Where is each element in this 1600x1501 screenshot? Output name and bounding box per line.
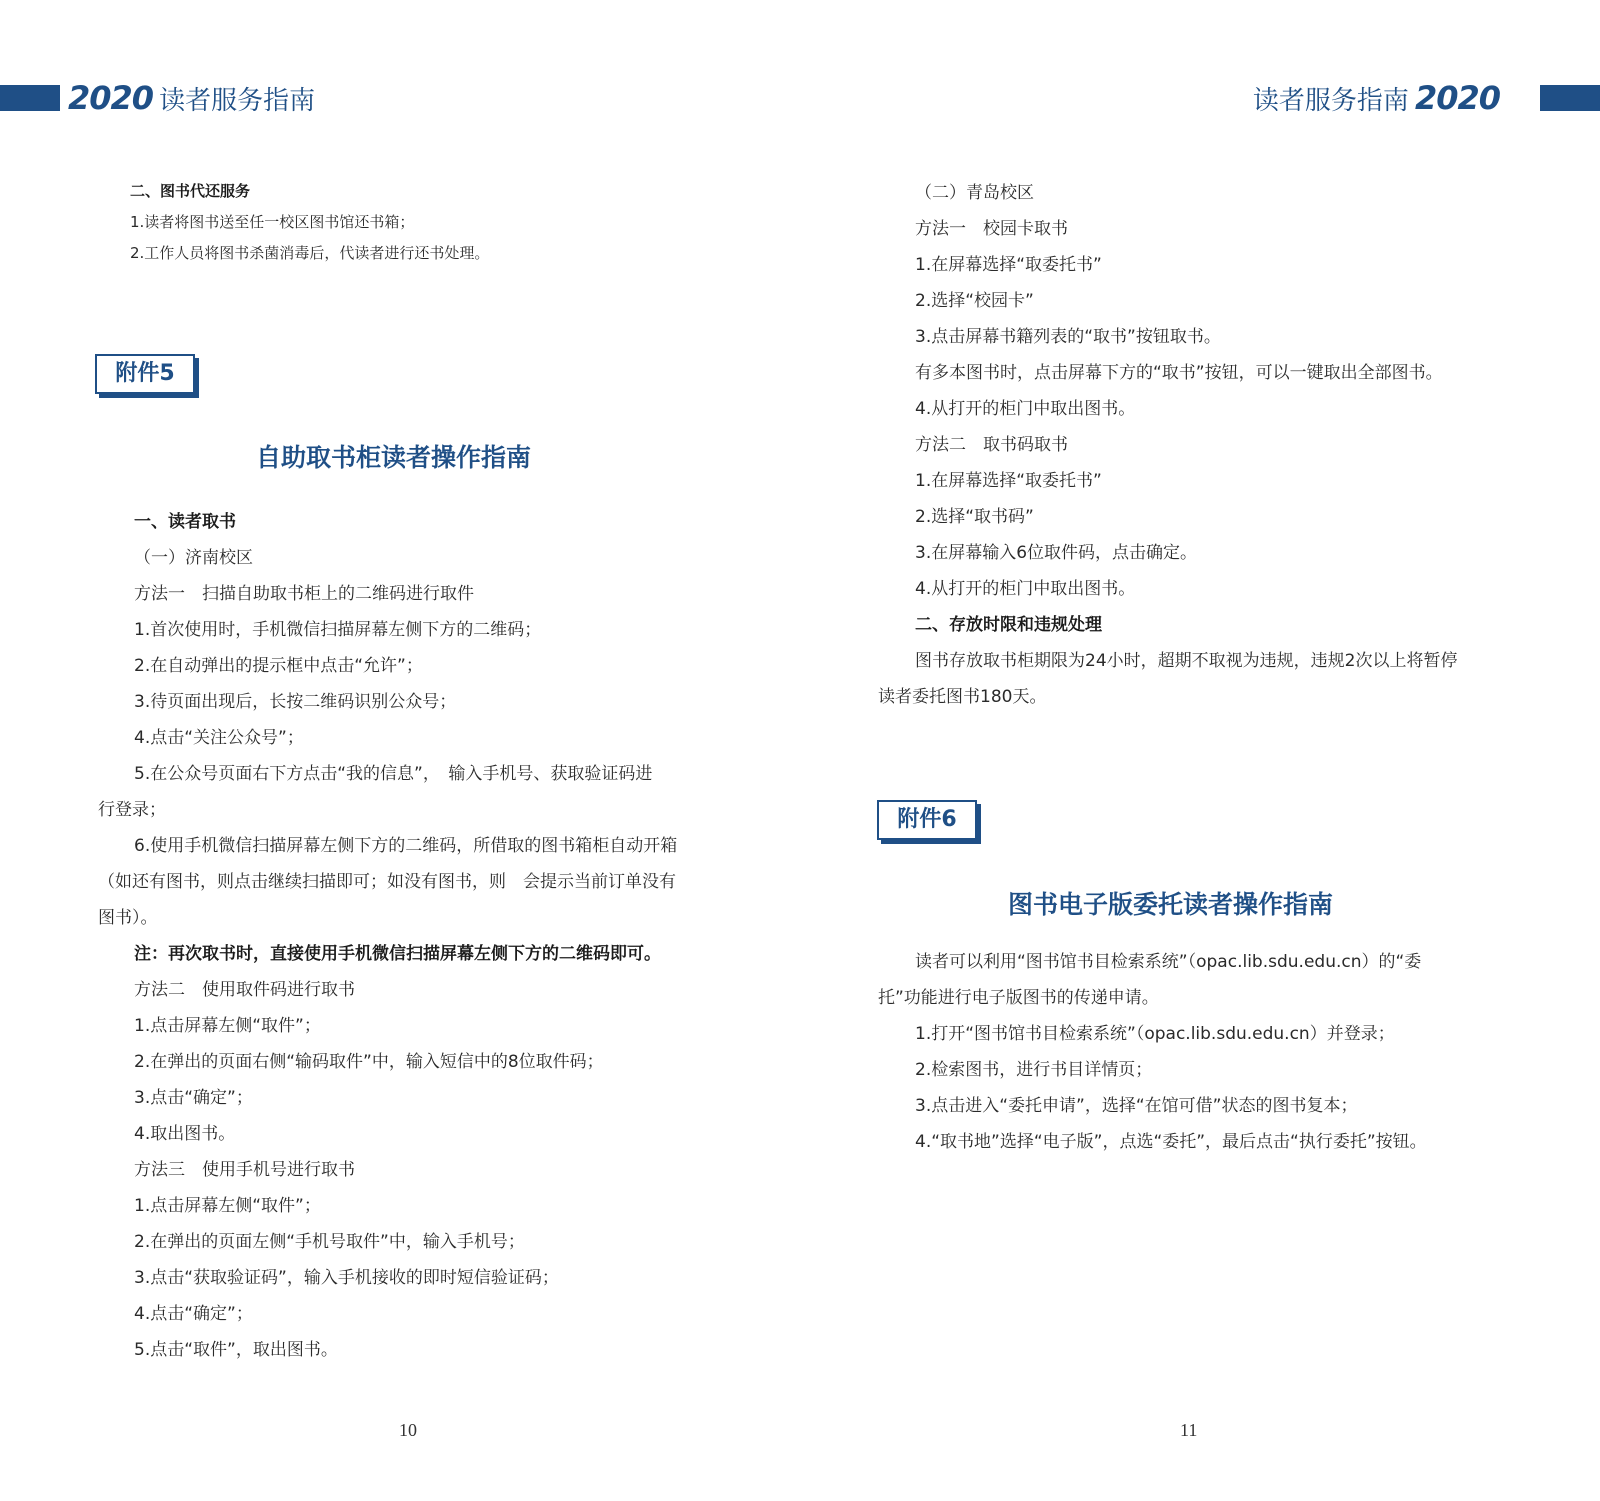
header-year-left: 2020 [68, 79, 154, 117]
subsection-title: （一）济南校区 [134, 548, 253, 568]
text-line: 2.在弹出的页面左侧“手机号取件”中，输入手机号； [134, 1232, 525, 1252]
text-line: 2.在自动弹出的提示框中点击“允许”； [134, 656, 423, 676]
text-line: 2.选择“校园卡” [915, 291, 1034, 311]
text-line: 3.点击屏幕书籍列表的“取书”按钮取书。 [915, 327, 1221, 347]
text-line: 4.从打开的柜门中取出图书。 [915, 399, 1136, 419]
text-line: 1.打开“图书馆书目检索系统”（opac.lib.sdu.edu.cn）并登录； [915, 1024, 1395, 1044]
section-title: 二、存放时限和违规处理 [915, 615, 1102, 635]
text-line: 4.从打开的柜门中取出图书。 [915, 579, 1136, 599]
text-line: 4.“取书地”选择“电子版”，点选“委托”，最后点击“执行委托”按钮。 [915, 1132, 1427, 1152]
appendix-tag: 附件6 [877, 800, 977, 840]
header-bar-right [1540, 85, 1600, 111]
method-title: 方法二 取书码取书 [915, 435, 1068, 455]
text-line: 5.点击“取件”，取出图书。 [134, 1340, 338, 1360]
text-line: 4.点击“确定”； [134, 1304, 253, 1324]
chapter-title: 图书电子版委托读者操作指南 [1008, 890, 1334, 919]
text-line: 1.点击屏幕左侧“取件”； [134, 1016, 321, 1036]
page-number-left: 10 [399, 1420, 417, 1440]
method-title: 方法一 扫描自助取书柜上的二维码进行取件 [134, 584, 474, 604]
method-title: 方法二 使用取件码进行取书 [134, 980, 355, 1000]
text-line: 1.首次使用时，手机微信扫描屏幕左侧下方的二维码； [134, 620, 542, 640]
header-title-left: 读者服务指南 [159, 85, 316, 116]
header-right [1253, 80, 1500, 116]
appendix-tag: 附件5 [95, 354, 195, 394]
text-line: 3.点击“获取验证码”，输入手机接收的即时短信验证码； [134, 1268, 559, 1288]
text-line: 托”功能进行电子版图书的传递申请。 [878, 988, 1159, 1008]
section-title: 二、图书代还服务 [130, 182, 251, 200]
text-line: 2.检索图书，进行书目详情页； [915, 1060, 1153, 1080]
chapter-title: 自助取书柜读者操作指南 [256, 443, 532, 472]
text-line: 2.工作人员将图书杀菌消毒后，代读者进行还书处理。 [130, 244, 490, 262]
header-title-right: 读者服务指南 [1252, 85, 1409, 116]
text-line: 1.点击屏幕左侧“取件”； [134, 1196, 321, 1216]
text-line: 3.点击进入“委托申请”，选择“在馆可借”状态的图书复本； [915, 1096, 1358, 1116]
text-line: 6.使用手机微信扫描屏幕左侧下方的二维码，所借取的图书箱柜自动开箱 [134, 836, 678, 856]
text-line: 3.点击“确定”； [134, 1088, 253, 1108]
text-line: 4.取出图书。 [134, 1124, 236, 1144]
text-line: 5.在公众号页面右下方点击“我的信息”， 输入手机号、获取验证码进 [134, 764, 653, 784]
section-title: 一、读者取书 [134, 512, 236, 532]
text-line: 行登录； [98, 800, 166, 820]
note-line: 注：再次取书时，直接使用手机微信扫描屏幕左侧下方的二维码即可。 [134, 944, 661, 964]
text-line: 有多本图书时，点击屏幕下方的“取书”按钮，可以一键取出全部图书。 [915, 363, 1443, 383]
text-line: 2.选择“取书码” [915, 507, 1034, 527]
text-line: （如还有图书，则点击继续扫描即可；如没有图书，则 会提示当前订单没有 [98, 872, 676, 892]
header-bar-left [0, 85, 60, 111]
text-line: 1.读者将图书送至任一校区图书馆还书箱； [130, 213, 415, 231]
text-line: 2.在弹出的页面右侧“输码取件”中，输入短信中的8位取件码； [134, 1052, 604, 1072]
text-line: 3.待页面出现后，长按二维码识别公众号； [134, 692, 457, 712]
text-line: 读者可以利用“图书馆书目检索系统”（opac.lib.sdu.edu.cn）的“委 [915, 952, 1422, 972]
header-left [68, 80, 315, 116]
header-year-right: 2020 [1414, 79, 1500, 117]
page-number-right: 11 [1180, 1420, 1198, 1440]
text-line: 图书存放取书柜期限为24小时，超期不取视为违规，违规2次以上将暂停 [915, 651, 1458, 671]
text-line: 3.在屏幕输入6位取件码，点击确定。 [915, 543, 1198, 563]
text-line: 读者委托图书180天。 [878, 687, 1047, 707]
method-title: 方法一 校园卡取书 [915, 219, 1068, 239]
subsection-title: （二）青岛校区 [915, 183, 1034, 203]
text-line: 1.在屏幕选择“取委托书” [915, 255, 1102, 275]
text-line: 图书）。 [98, 908, 158, 928]
text-line: 4.点击“关注公众号”； [134, 728, 304, 748]
text-line: 1.在屏幕选择“取委托书” [915, 471, 1102, 491]
method-title: 方法三 使用手机号进行取书 [134, 1160, 355, 1180]
